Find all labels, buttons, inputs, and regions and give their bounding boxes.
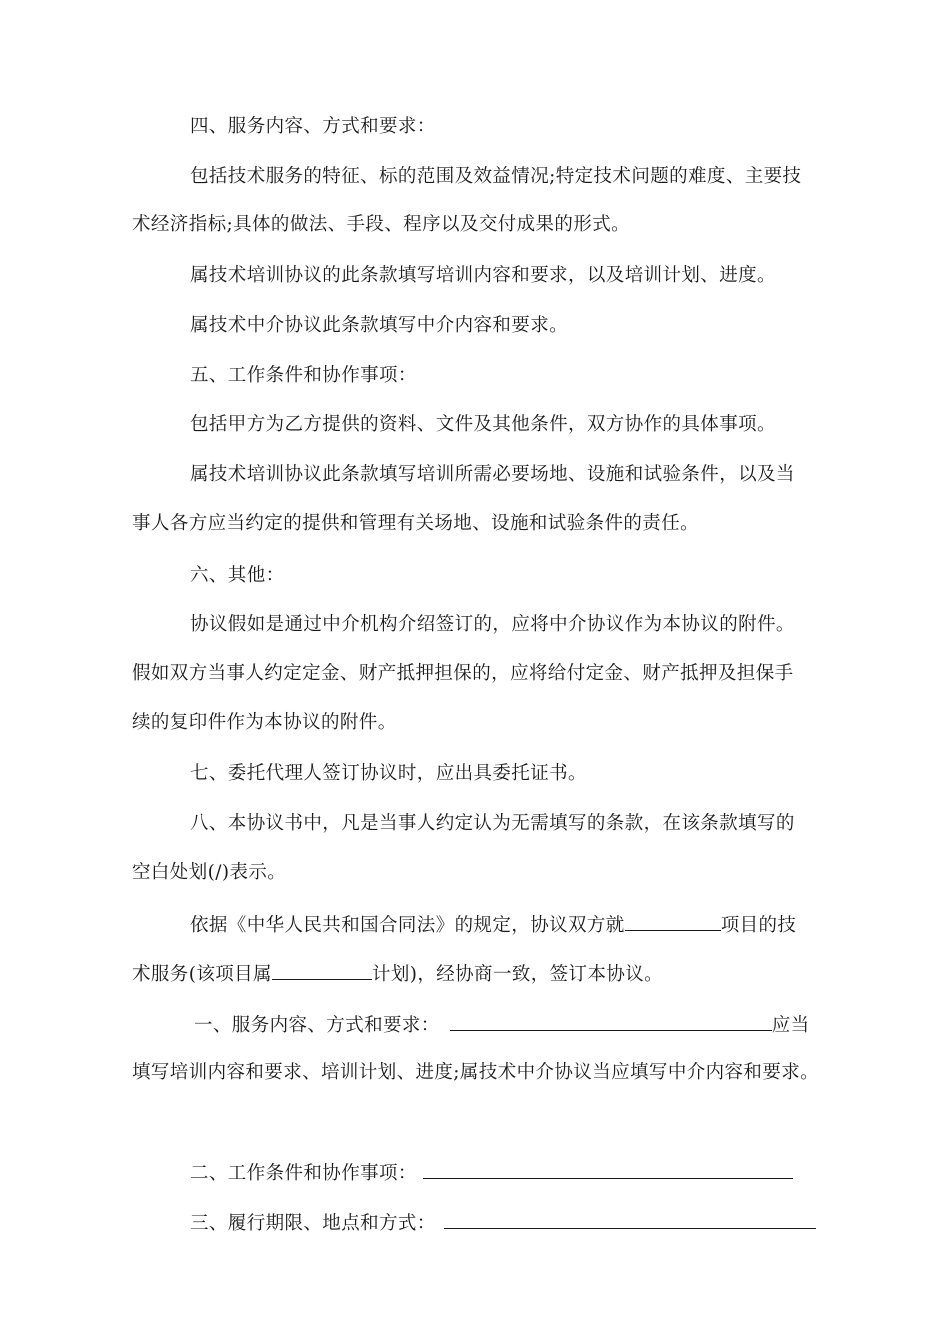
paragraph-line: 包括甲方为乙方提供的资料、文件及其他条件，双方协作的具体事项。 [190, 414, 776, 435]
clause-3-line [190, 1210, 816, 1236]
preamble-text: 计划)，经协商一致，签订本协议。 [371, 964, 664, 985]
section-5-heading: 五、工作条件和协作事项： [190, 365, 417, 386]
clause-2-label: 二、工作条件和协作事项： [190, 1163, 417, 1184]
clause-1-tail: 应当 [771, 1015, 810, 1036]
clause-3-label: 三、履行期限、地点和方式： [190, 1213, 436, 1234]
plan-name-blank[interactable] [272, 961, 372, 980]
performance-terms-blank[interactable] [444, 1210, 816, 1229]
paragraph-line: 填写培训内容和要求、培训计划、进度;属技术中介协议当应填写中介内容和要求。 [132, 1062, 820, 1083]
project-name-blank[interactable] [625, 912, 721, 931]
section-7-text: 七、委托代理人签订协议时，应出具委托证书。 [190, 763, 587, 784]
paragraph-line: 空白处划(/)表示。 [132, 862, 287, 883]
paragraph-line: 假如双方当事人约定定金、财产抵押担保的，应将给付定金、财产抵押及担保手 [132, 663, 794, 684]
section-8-text: 八、本协议书中，凡是当事人约定认为无需填写的条款，在该条款填写的 [190, 813, 795, 834]
paragraph-line: 属技术培训协议的此条款填写培训内容和要求，以及培训计划、进度。 [190, 265, 776, 286]
clause-1-label: 一、服务内容、方式和要求： [194, 1015, 440, 1036]
preamble-text: 依据《中华人民共和国合同法》的规定，协议双方就 [190, 915, 625, 936]
paragraph-line: 术经济指标;具体的做法、手段、程序以及交付成果的形式。 [132, 214, 631, 235]
paragraph-line: 包括技术服务的特征、标的范围及效益情况;特定技术问题的难度、主要技 [190, 166, 802, 187]
preamble-line [132, 961, 663, 987]
paragraph-line: 协议假如是通过中介机构介绍签订的，应将中介协议作为本协议的附件。 [190, 614, 795, 635]
paragraph-line: 续的复印件作为本协议的附件。 [132, 712, 397, 733]
clause-1-line [194, 1012, 810, 1038]
section-6-heading: 六、其他： [190, 565, 285, 586]
service-content-blank[interactable] [450, 1012, 772, 1031]
work-conditions-blank[interactable] [423, 1160, 793, 1179]
clause-2-line [190, 1160, 793, 1186]
paragraph-line: 属技术中介协议此条款填写中介内容和要求。 [190, 315, 569, 336]
paragraph-line: 属技术培训协议此条款填写培训所需必要场地、设施和试验条件，以及当 [190, 464, 795, 485]
paragraph-line: 事人各方应当约定的提供和管理有关场地、设施和试验条件的责任。 [132, 513, 700, 534]
preamble-text: 术服务(该项目属 [132, 964, 272, 985]
preamble-line [190, 912, 796, 938]
section-4-heading: 四、服务内容、方式和要求： [190, 116, 436, 137]
preamble-text: 项目的技 [720, 915, 797, 936]
